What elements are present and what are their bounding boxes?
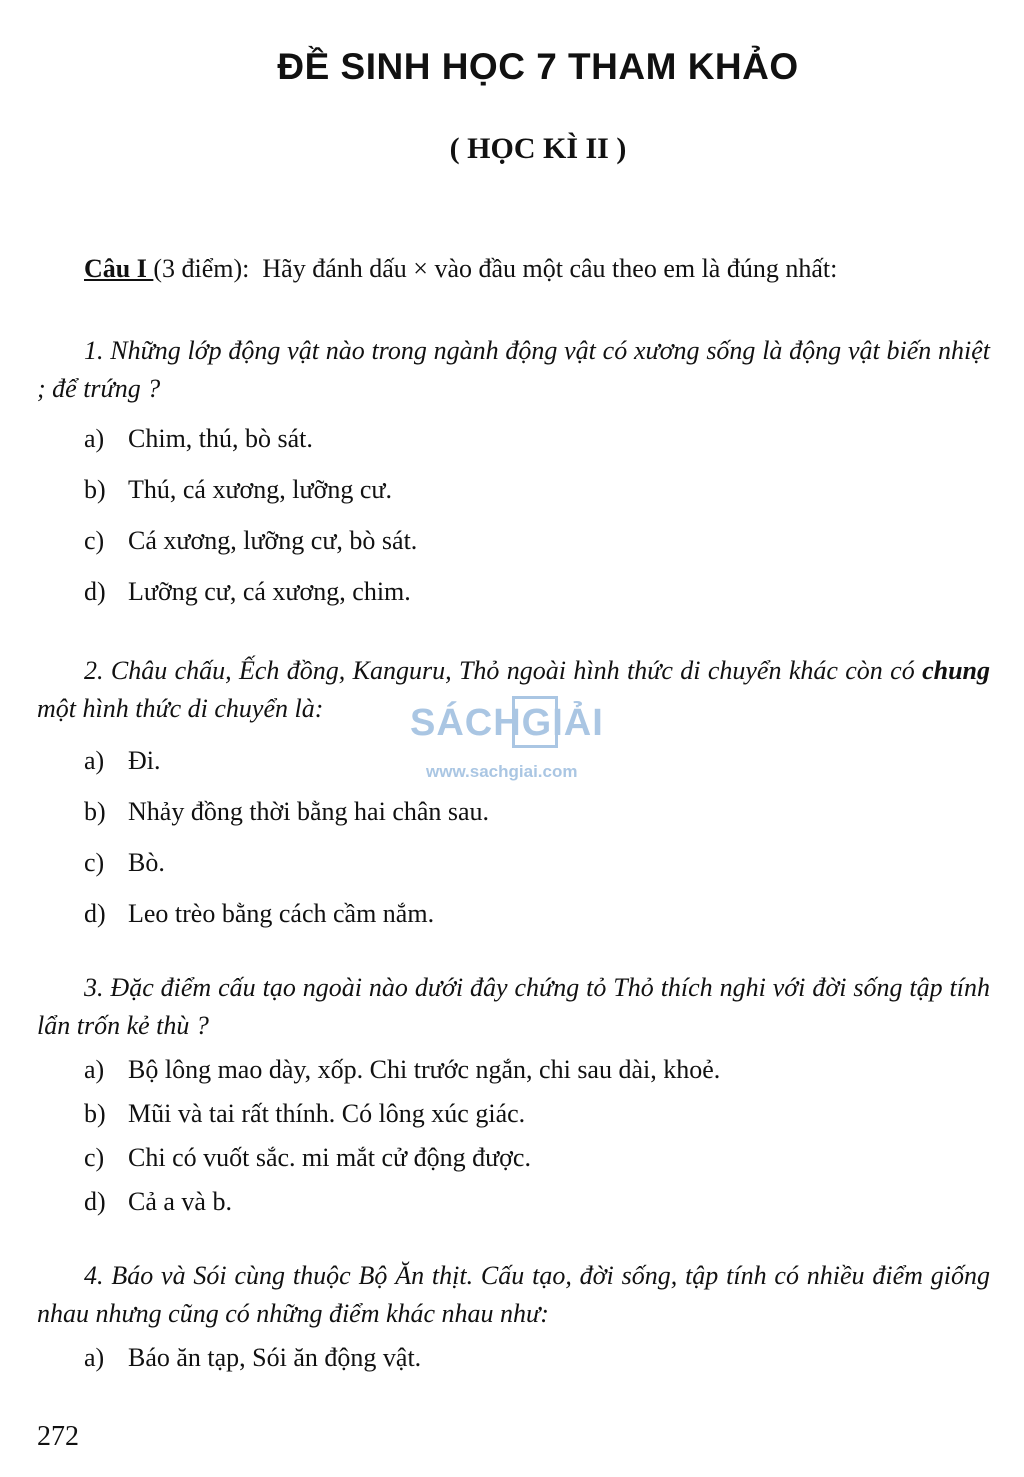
option-letter: d) xyxy=(84,1187,106,1216)
option-text: Mũi và tai rất thính. Có lông xúc giác. xyxy=(128,1099,526,1128)
section-points: (3 điểm): xyxy=(153,254,250,283)
option-letter: c) xyxy=(84,848,105,877)
option-text: Báo ăn tạp, Sói ăn động vật. xyxy=(128,1343,422,1372)
watermark-logo-text: SÁCHGIẢI xyxy=(410,702,604,744)
option-letter: a) xyxy=(84,746,105,775)
option-1b xyxy=(84,475,392,505)
page-number: 272 xyxy=(37,1421,79,1452)
option-text: Cả a và b. xyxy=(128,1187,232,1216)
option-2b xyxy=(84,797,489,827)
section-label: Câu I xyxy=(84,254,154,283)
option-text: Chi có vuốt sắc. mi mắt cử động được. xyxy=(128,1143,531,1172)
option-1c xyxy=(84,526,417,556)
option-letter: c) xyxy=(84,526,105,555)
watermark-url: www.sachgiai.com xyxy=(426,762,578,781)
option-2d xyxy=(84,899,434,929)
page-title: ĐỀ SINH HỌC 7 THAM KHẢO xyxy=(277,46,799,87)
option-text: Cá xương, lưỡng cư, bò sát. xyxy=(128,526,418,555)
option-1d xyxy=(84,577,411,607)
page-subtitle: ( HỌC KÌ II ) xyxy=(449,132,627,165)
option-4a xyxy=(84,1343,421,1373)
option-letter: a) xyxy=(84,1343,105,1372)
option-letter: c) xyxy=(84,1143,105,1172)
option-letter: a) xyxy=(84,424,105,453)
option-letter: a) xyxy=(84,1055,105,1084)
option-text: Lưỡng cư, cá xương, chim. xyxy=(128,577,411,606)
option-1a xyxy=(84,424,313,454)
question-2-emphasis: chung xyxy=(922,656,990,685)
option-3b xyxy=(84,1099,525,1129)
option-letter: b) xyxy=(84,1099,106,1128)
question-2 xyxy=(37,652,990,728)
question-1: 1. Những lớp động vật nào trong ngành động vật có xương sống là động vật biến nhiệt ; để trứng ? xyxy=(37,336,990,403)
option-2a xyxy=(84,746,161,776)
option-text: Thú, cá xương, lưỡng cư. xyxy=(128,475,392,504)
question-2-text-end: một hình thức di chuyển là: xyxy=(37,694,324,723)
option-letter: b) xyxy=(84,475,106,504)
option-3d xyxy=(84,1187,232,1217)
option-text: Leo trèo bằng cách cầm nắm. xyxy=(128,899,435,928)
section-instruction: Hãy đánh dấu × vào đầu một câu theo em là đúng nhất: xyxy=(262,254,838,283)
option-text: Nhảy đồng thời bằng hai chân sau. xyxy=(128,797,490,826)
question-2-text-start: 2. Châu chấu, Ếch đồng, Kanguru, Thỏ ngoài hình thức di chuyển khác còn có xyxy=(84,656,923,685)
section-heading xyxy=(84,254,837,284)
option-letter: d) xyxy=(84,577,106,606)
option-text: Chim, thú, bò sát. xyxy=(128,424,313,453)
option-letter: d) xyxy=(84,899,106,928)
option-3a xyxy=(84,1055,720,1085)
question-4: 4. Báo và Sói cùng thuộc Bộ Ăn thịt. Cấu tạo, đời sống, tập tính có nhiều điểm giống nhau nhưng cũng có những điểm khác nhau như: xyxy=(37,1261,990,1328)
option-3c xyxy=(84,1143,531,1173)
question-3: 3. Đặc điểm cấu tạo ngoài nào dưới đây chứng tỏ Thỏ thích nghi với đời sống tập tính lẩn trốn kẻ thù ? xyxy=(37,973,990,1040)
option-letter: b) xyxy=(84,797,106,826)
option-2c xyxy=(84,848,165,878)
option-text: Bộ lông mao dày, xốp. Chi trước ngắn, chi sau dài, khoẻ. xyxy=(128,1055,721,1084)
option-text: Đi. xyxy=(128,746,161,775)
option-text: Bò. xyxy=(128,848,165,877)
